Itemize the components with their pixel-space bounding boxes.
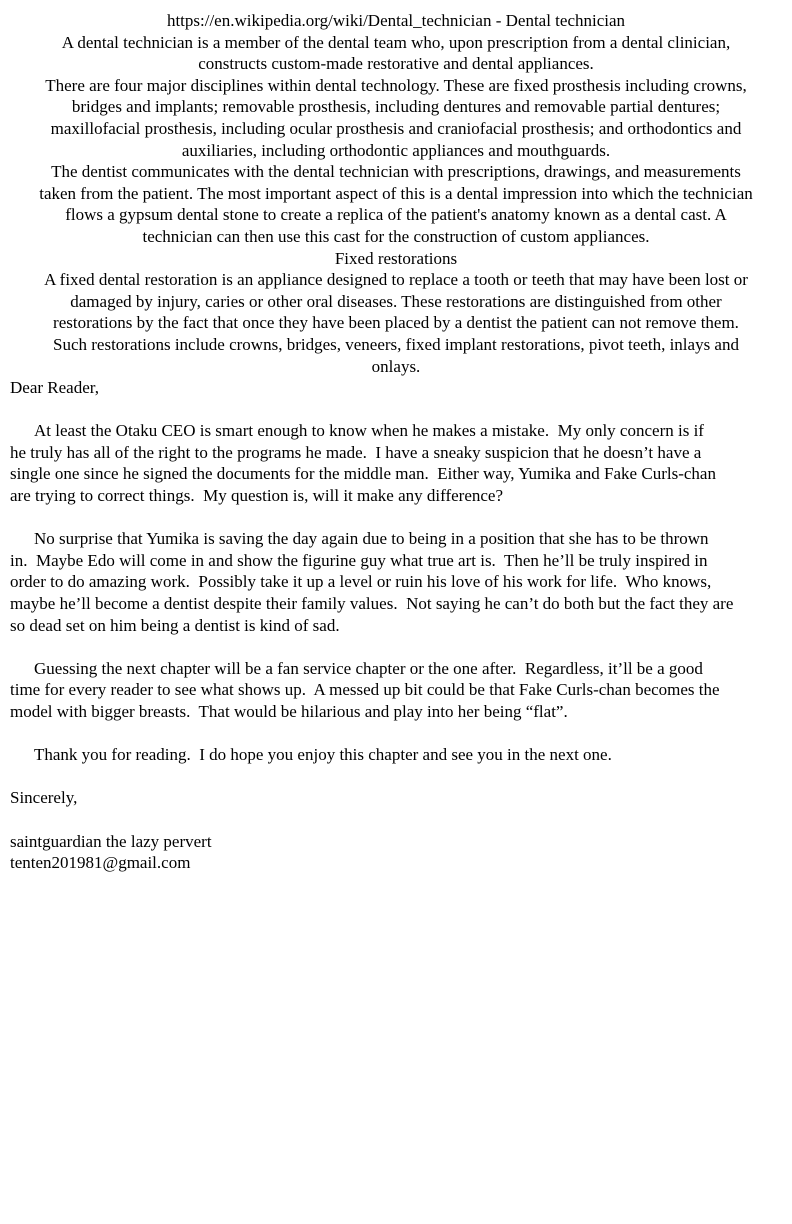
centered-text-line: Such restorations include crowns, bridges, veneers, fixed implant restorations, pivot teeth, inlays and: [53, 334, 739, 354]
paragraph-line: order to do amazing work. Possibly take it up a level or ruin his love of his work for life. Who knows,: [10, 572, 712, 592]
paragraph-line: so dead set on him being a dentist is kind of sad.: [10, 615, 340, 635]
centered-text-line: The dentist communicates with the dental technician with prescriptions, drawings, and measurements: [51, 162, 741, 182]
blank-line: [10, 809, 782, 831]
paragraph-line: he truly has all of the right to the programs he made. I have a sneaky suspicion that he doesn’t have a: [10, 442, 702, 462]
letter-paragraph-2: [10, 528, 782, 636]
paragraph-line: maybe he’ll become a dentist despite their family values. Not saying he can’t do both but the fact they are: [10, 594, 734, 614]
paragraph-line: time for every reader to see what shows up. A messed up bit could be that Fake Curls-chan becomes the: [10, 680, 720, 700]
salutation: Dear Reader,: [10, 378, 99, 398]
centered-text-line: auxiliaries, including orthodontic appliances and mouthguards.: [181, 140, 611, 160]
letter-paragraph-4: [10, 744, 782, 766]
url-header-line: https://en.wikipedia.org/wiki/Dental_technician - Dental technician: [166, 11, 626, 30]
letter-body: [10, 377, 782, 874]
centered-text-line: damaged by injury, caries or other oral diseases. These restorations are distinguished from other: [70, 291, 722, 311]
centered-text-line: bridges and implants; removable prosthesis, including dentures and removable partial dentures;: [71, 97, 721, 117]
centered-text-line: restorations by the fact that once they have been placed by a dentist the patient can not remove them.: [53, 313, 739, 333]
blank-line: [10, 507, 782, 529]
paragraph-line: Thank you for reading. I do hope you enjoy this chapter and see you in the next one.: [34, 745, 612, 765]
paragraph-line: model with bigger breasts. That would be hilarious and play into her being “flat”.: [10, 702, 568, 721]
blank-line: [10, 766, 782, 788]
signature-email: tenten201981@gmail.com: [10, 853, 191, 873]
paragraph-line: At least the Otaku CEO is smart enough to know when he makes a mistake. My only concern is if: [34, 421, 704, 441]
section-heading: Fixed restorations: [334, 248, 458, 268]
paragraph-line: are trying to correct things. My question is, will it make any difference?: [10, 486, 504, 506]
signature-name: saintguardian the lazy pervert: [10, 831, 212, 851]
wiki-excerpt-block: [10, 10, 782, 377]
centered-text-line: A fixed dental restoration is an appliance designed to replace a tooth or teeth that may have been lost or: [44, 270, 748, 290]
letter-paragraph-3: [10, 658, 782, 723]
blank-line: [10, 399, 782, 421]
blank-line: [10, 723, 782, 745]
centered-text-line: A dental technician is a member of the dental team who, upon prescription from a dental clinician,: [61, 32, 731, 52]
centered-text-line: constructs custom-made restorative and dental appliances.: [198, 54, 594, 74]
centered-text-line: onlays.: [371, 356, 421, 376]
closing: Sincerely,: [10, 788, 78, 808]
blank-line: [10, 636, 782, 658]
centered-text-line: technician can then use this cast for the construction of custom appliances.: [142, 226, 650, 246]
paragraph-line: in. Maybe Edo will come in and show the figurine guy what true art is. Then he’ll be truly inspired in: [10, 550, 708, 570]
centered-text-line: There are four major disciplines within dental technology. These are fixed prosthesis including crowns,: [45, 75, 747, 95]
centered-text-line: maxillofacial prosthesis, including ocular prosthesis and craniofacial prosthesis; and orthodontics and: [50, 118, 742, 138]
paragraph-line: single one since he signed the documents for the middle man. Either way, Yumika and Fake Curls-chan: [10, 464, 716, 484]
paragraph-line: No surprise that Yumika is saving the day again due to being in a position that she has to be thrown: [34, 529, 709, 549]
letter-paragraph-1: [10, 420, 782, 506]
paragraph-line: Guessing the next chapter will be a fan service chapter or the one after. Regardless, it’ll be a good: [34, 658, 703, 678]
centered-text-line: taken from the patient. The most important aspect of this is a dental impression into which the technician: [39, 183, 753, 203]
centered-text-line: flows a gypsum dental stone to create a replica of the patient's anatomy known as a dental cast. A: [65, 205, 727, 225]
